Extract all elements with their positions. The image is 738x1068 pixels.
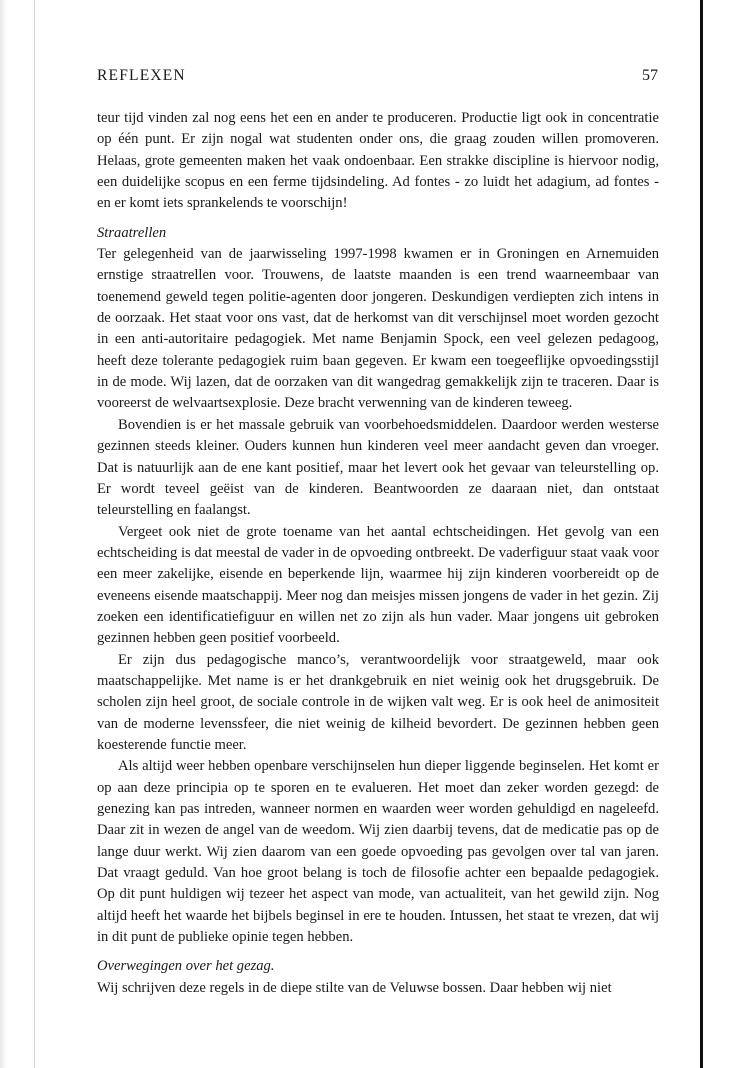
- running-head-title: REFLEXEN: [97, 67, 186, 84]
- running-head: [97, 66, 658, 86]
- paragraph: Wij schrijven deze regels in de diepe stilte van de Veluwse bossen. Daar hebben wij niet: [97, 979, 612, 996]
- section-heading-gezag: Overwegingen over het gezag.: [97, 958, 275, 975]
- paragraph: Vergeet ook niet de grote toename van het aantal echtscheidingen. Het gevolg van een echtscheiding is dat meestal de vader in de opvoeding ontbreekt. De vaderfiguur staat vaak voor een meer zakelijke, eisende en beperkende lijn, waarmee hij zijn kinderen voorbereidt op de eveneens eisende maatschappij. Meer nog dan meisjes missen jongens de vader in het gezin. Zij zoeken een identificatiefiguur en willen net zo zijn als hun vader. Maar jongens uit gebroken gezinnen hebben geen positief voorbeeld.: [97, 523, 659, 647]
- body-text: [97, 108, 659, 999]
- section-heading-straatrellen: Straatrellen: [97, 224, 167, 241]
- gutter-line: [34, 0, 35, 1068]
- page-number: 57: [642, 67, 658, 84]
- page-edge-shadow: [0, 0, 7, 1068]
- paragraph: Er zijn dus pedagogische manco’s, verantwoordelijk voor straatgeweld, maar ook maatschappelijke. Met name is er het drankgebruik en niet weinig ook het drugsgebruik. De scholen zijn heel groot, de sociale controle in de wijken valt weg. Er is ook heel de animositeit van de moderne levenssfeer, die niet weinig de kilheid bevordert. De gezinnen hebben geen koesterende functie meer.: [97, 651, 659, 753]
- paragraph: Bovendien is er het massale gebruik van voorbehoedsmiddelen. Daardoor werden westerse gezinnen steeds kleiner. Ouders kunnen hun kinderen veel meer aandacht geven dan vroeger. Dat is natuurlijk aan de ene kant positief, maar het levert ook het gevaar van teleurstelling op. Er wordt teveel geëist van de kinderen. Beantwoorden ze daaraan niet, dan ontstaat teleurstelling en faalangst.: [97, 416, 659, 519]
- paragraph: Als altijd weer hebben openbare verschijnselen hun dieper liggende beginselen. Het komt er op aan deze principia op te sporen en te evalueren. Het moet dan zeker worden gezegd: de genezing kan pas intreden, wanneer normen en waarden weer worden gehuldigd en nageleefd. Daar zit in wezen de angel van de weedom. Wij zien daarbij tevens, dat de medicatie pas op de lange duur werkt. Wij zien daarom van een goede opvoeding pas gevolgen over tal van jaren. Dat vraagt geduld. Van hoe groot belang is toch de filosofie achter een bepaalde pedagogiek. Op dit punt huldigen wij tezeer het aspect van mode, van actualiteit, van het gewild zijn. Nog altijd heeft het waarde het bijbels beginsel in ere te houden. Intussen, het staat te vrezen, dat wij in dit punt de publieke opinie tegen hebben.: [97, 758, 659, 946]
- paragraph: Ter gelegenheid van de jaarwisseling 1997-1998 kwamen er in Groningen en Arnemuiden ernstige straatrellen voor. Trouwens, de laatste maanden is een trend waarneembaar van toenemend geweld tegen politie-agenten door jongeren. Deskundigen verdiepten zich intens in de oorzaak. Het staat voor ons vast, dat de herkomst van dit verschijnsel moet worden gezocht in een anti-autoritaire pedagogiek. Met name Benjamin Spock, een veel gelezen pedagoog, heeft deze tolerante pedagogiek ruim baan gegeven. Er kwam een toegeeflijke opvoedingsstijl in de mode. Wij lazen, dat de oorzaken van dit wangedrag gemakkelijk zijn te traceren. Daar is vooreerst de welvaartsexplosie. Deze bracht verwenning van de kinderen teweeg.: [97, 246, 659, 412]
- adjacent-page-margin: [703, 0, 738, 1068]
- paragraph-continuation: teur tijd vinden zal nog eens het een en ander te produceren. Productie ligt ook in concentratie op één punt. Er zijn nogal wat studenten onder ons, die graag zouden willen promoveren. Helaas, grote gemeenten maken het vaak ondoenbaar. Een strakke discipline is hiervoor nodig, een duidelijke scopus en een ferme tijdsindeling. Ad fontes - zo luidt het adagium, ad fontes - en er komt iets sprankelends te voorschijn!: [97, 110, 659, 212]
